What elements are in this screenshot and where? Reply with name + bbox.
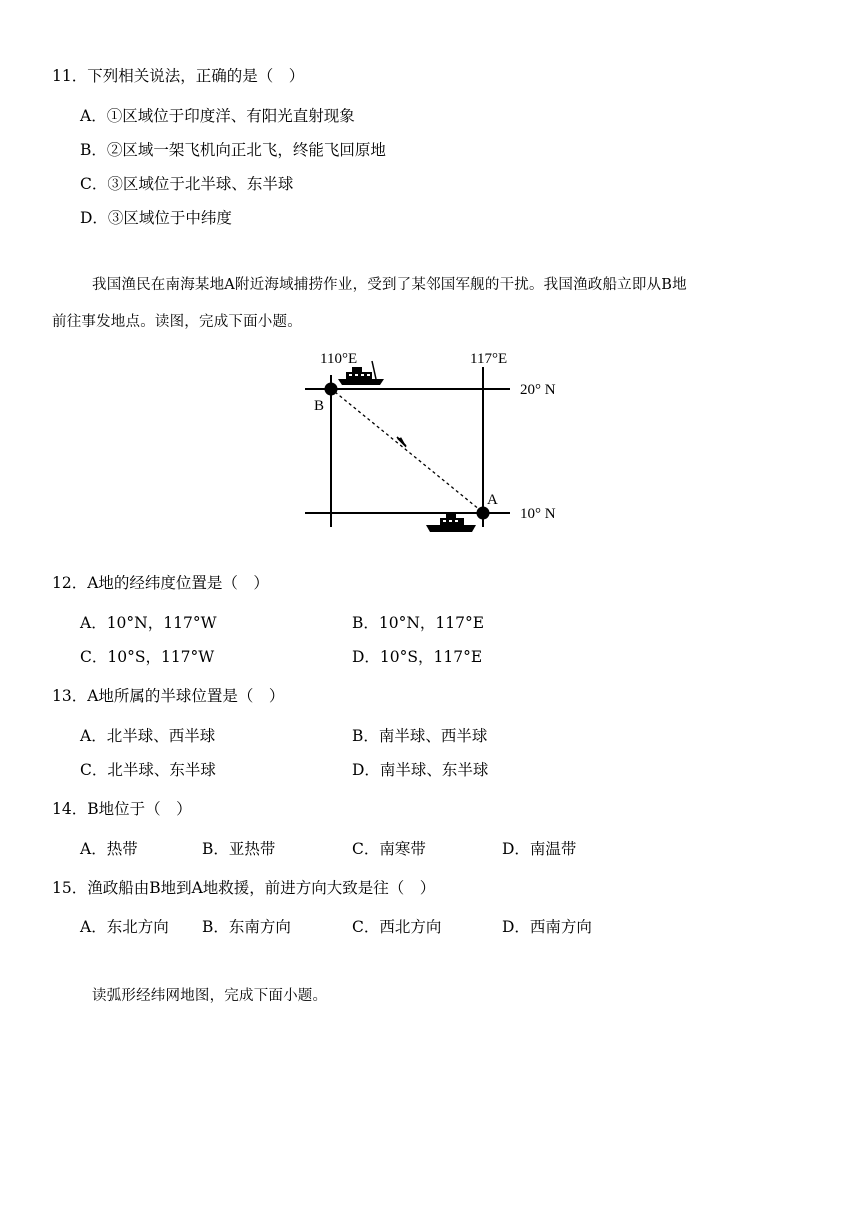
question-12-option-a: A．10°N，117°W — [80, 614, 217, 632]
intro-paragraph-line-2: 前往事发地点。读图，完成下面小题。 — [52, 314, 302, 330]
question-14-option-b: B．亚热带 — [202, 840, 276, 858]
question-11-option-a: A．①区域位于印度洋、有阳光直射现象 — [80, 107, 355, 125]
question-11-option-c: C．③区域位于北半球、东半球 — [80, 175, 294, 193]
question-12-option-c: C．10°S，117°W — [80, 648, 215, 666]
question-13-option-c: C．北半球、东半球 — [80, 761, 216, 779]
question-13-option-a: A．北半球、西半球 — [80, 727, 216, 745]
intro-paragraph-line-1: 我国渔民在南海某地A附近海域捕捞作业，受到了某邻国军舰的干扰。我国渔政船立即从B地 — [92, 277, 687, 293]
point-a-marker — [477, 507, 490, 520]
question-14-option-d: D．南温带 — [502, 840, 577, 858]
label-110e: 110°E — [320, 351, 358, 367]
question-12-option-d: D．10°S，117°E — [352, 648, 483, 666]
point-b-marker — [325, 383, 338, 396]
question-14-option-c: C．南寒带 — [352, 840, 426, 858]
outro-paragraph: 读弧形经纬网地图，完成下面小题。 — [92, 988, 328, 1004]
label-20n: 20° N — [520, 382, 556, 398]
question-11-stem: 11．下列相关说法，正确的是（ ） — [52, 67, 305, 85]
question-15-option-a: A．东北方向 — [80, 918, 169, 936]
question-15-option-c: C．西北方向 — [352, 918, 442, 936]
question-14-stem: 14．B地位于（ ） — [52, 800, 192, 818]
question-13-option-b: B．南半球、西半球 — [352, 727, 488, 745]
question-12-stem: 12．A地的经纬度位置是（ ） — [52, 574, 269, 592]
question-15-option-b: B．东南方向 — [202, 918, 291, 936]
label-point-b: B — [314, 398, 325, 414]
question-13-option-d: D．南半球、东半球 — [352, 761, 489, 779]
question-13-stem: 13．A地所属的半球位置是（ ） — [52, 687, 285, 705]
label-117e: 117°E — [470, 351, 508, 367]
route-dashed-line — [335, 392, 480, 510]
question-15-option-d: D．西南方向 — [502, 918, 592, 936]
label-point-a: A — [487, 492, 498, 508]
question-14-option-a: A．热带 — [80, 840, 138, 858]
label-10n: 10° N — [520, 506, 556, 522]
question-15-stem: 15．渔政船由B地到A地救援，前进方向大致是往（ ） — [52, 879, 436, 897]
question-11-option-d: D．③区域位于中纬度 — [80, 209, 232, 227]
question-12-option-b: B．10°N，117°E — [352, 614, 485, 632]
lat-long-grid-figure — [300, 345, 570, 545]
ship-icon-bottom — [426, 514, 476, 532]
question-11-option-b: B．②区域一架飞机向正北飞，终能飞回原地 — [80, 141, 386, 159]
